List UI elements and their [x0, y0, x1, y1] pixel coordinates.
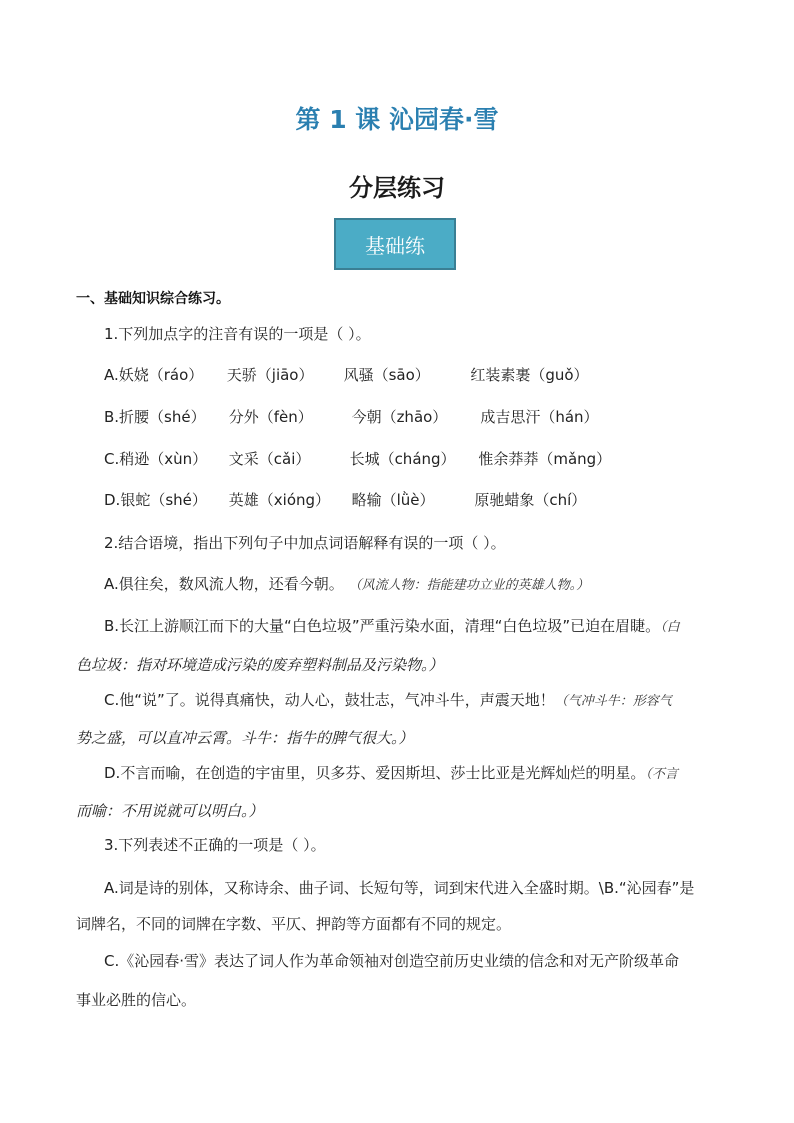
question-3-option-a-line-1: A.词是诗的别体，又称诗余、曲子词、长短句等，词到宋代进入全盛时期。\B.“沁园春”是: [104, 879, 695, 897]
question-1-option-c: [104, 448, 611, 469]
section-heading: 一、基础知识综合练习。: [76, 291, 230, 307]
question-3-stem: 3.下列表述不正确的一项是（ ）。: [104, 836, 326, 854]
option-a-item-3: 风骚（sāo）: [343, 366, 430, 384]
option-c-note-cont: 势之盛，可以直冲云霄。斗牛：指牛的脾气很大。）: [76, 729, 414, 747]
option-b-item-2: 分外（fèn）: [228, 408, 313, 426]
option-b-item-1: B.折腰（shé）: [104, 408, 206, 426]
question-1-option-a: [104, 364, 589, 385]
option-c-item-4: 惟余莽莽（mǎng）: [478, 450, 612, 468]
option-d-note-start: （不言: [645, 767, 678, 782]
option-b-text: B.长江上游顺江而下的大量“白色垃圾”严重污染水面，清理“白色垃圾”已迫在眉睫。: [104, 617, 661, 635]
level-badge: 基础练: [334, 218, 456, 270]
option-a-item-4: 红装素裹（guǒ）: [470, 366, 589, 384]
question-1-option-b: [104, 406, 599, 427]
option-d-item-2: 英雄（xióng）: [228, 491, 331, 509]
question-2-option-d: [104, 762, 678, 783]
option-c-item-1: C.稍逊（xùn）: [104, 450, 208, 468]
question-2-stem: 2.结合语境，指出下列句子中加点词语解释有误的一项（ ）。: [104, 534, 506, 552]
question-2-option-a: [104, 573, 589, 594]
option-b-item-4: 成吉思汗（hán）: [480, 408, 599, 426]
question-1-stem: 1.下列加点字的注音有误的一项是（ ）。: [104, 325, 371, 343]
option-b-note-cont: 色垃圾：指对环境造成污染的废弃塑料制品及污染物。）: [76, 656, 444, 674]
question-3-option-c-line-1: C.《沁园春·雪》表达了词人作为革命领袖对创造空前历史业绩的信念和对无产阶级革命: [104, 952, 680, 970]
option-c-item-3: 长城（cháng）: [349, 450, 456, 468]
option-d-note-cont: 而喻：不用说就可以明白。）: [76, 802, 264, 820]
option-c-text: C.他“说”了。说得真痛快，动人心，鼓壮志，气冲斗牛，声震天地！: [104, 691, 555, 709]
option-c-note-start: （气冲斗牛：形容气: [554, 694, 672, 709]
question-2-option-b: [104, 615, 724, 636]
option-d-item-3: 略输（lǜè）: [351, 491, 435, 509]
option-c-item-2: 文采（cǎi）: [228, 450, 311, 468]
option-a-item-2: 天骄（jiāo）: [226, 366, 314, 384]
option-d-item-4: 原驰蜡象（chí）: [474, 491, 587, 509]
question-3-option-c-line-2: 事业必胜的信心。: [76, 991, 197, 1009]
option-d-item-1: D.银蛇（shé）: [104, 491, 207, 509]
option-a-item-1: A.妖娆（ráo）: [104, 366, 204, 384]
option-a-text: A.俱往矣，数风流人物，还看今朝。: [104, 575, 344, 593]
option-b-item-3: 今朝（zhāo）: [351, 408, 448, 426]
page-subtitle: 分层练习: [349, 174, 445, 202]
option-a-note: （风流人物：指能建功立业的英雄人物。）: [348, 578, 590, 593]
option-d-text: D.不言而喻，在创造的宇宙里，贝多芬、爱因斯坦、莎士比亚是光辉灿烂的明星。: [104, 764, 646, 782]
question-3-option-a-line-2: 词牌名，不同的词牌在字数、平仄、押韵等方面都有不同的规定。: [76, 915, 512, 933]
lesson-title: 第 1 课 沁园春·雪: [295, 105, 499, 134]
question-2-option-c: [104, 689, 672, 710]
question-1-option-d: [104, 489, 586, 510]
option-b-note-start: （白: [660, 620, 680, 635]
